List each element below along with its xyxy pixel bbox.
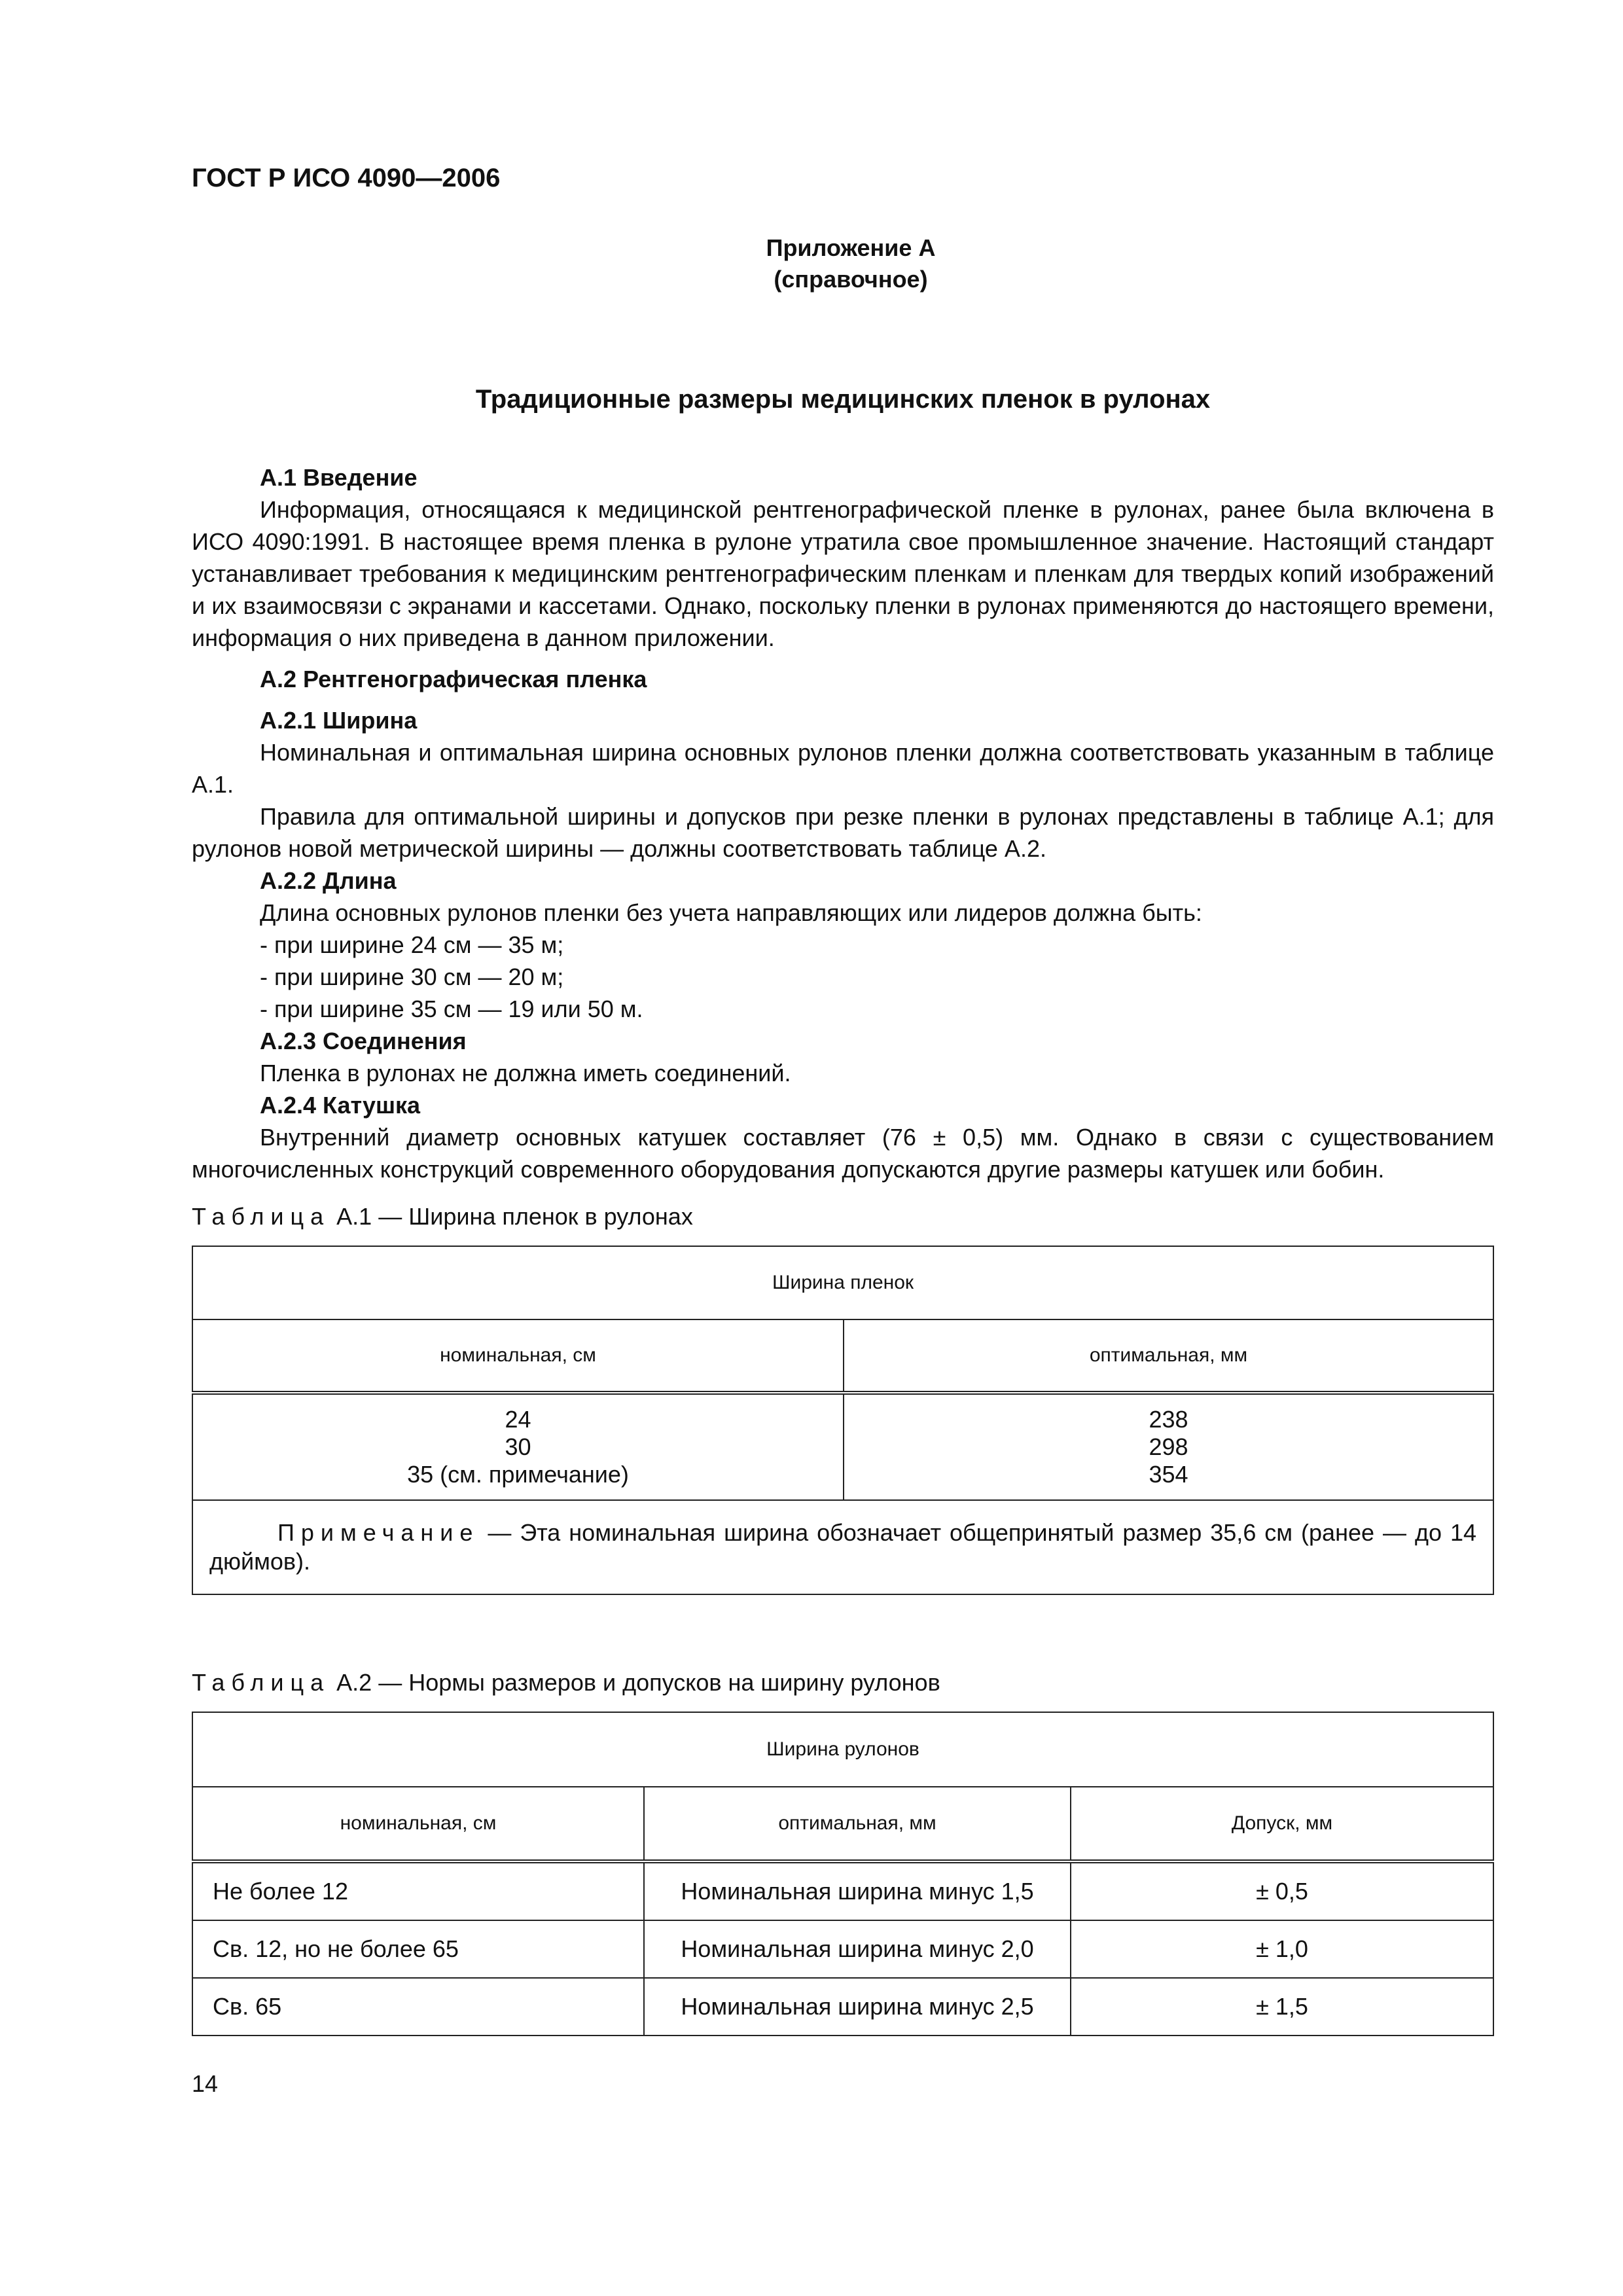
table2-cell-tolerance: ± 1,5	[1071, 1978, 1493, 2036]
document-id: ГОСТ Р ИСО 4090—2006	[192, 164, 501, 192]
table2	[192, 1712, 1494, 2036]
table1-nominal-value: 30	[505, 1433, 531, 1460]
table2-cell-optimal: Номинальная ширина минус 1,5	[644, 1861, 1071, 1920]
section-a21-text-2: Правила для оптимальной ширины и допусков при резке пленки в рулонах представлены в таблице А.1; для рулонов новой метрической ширины — должны соответствовать таблице А.2.	[192, 803, 1494, 862]
section-a22-text: Длина основных рулонов пленки без учета направляющих или лидеров должна быть:	[260, 899, 1202, 926]
list-item: - при ширине 35 см — 19 или 50 м.	[260, 996, 643, 1022]
section-a1-text: Информация, относящаяся к медицинской рентгенографической пленке в рулонах, ранее была включена в ИСО 4090:1991. В настоящее время пленка в рулоне утратила свое промышленное значение. Настоящий стандарт устанавливает требования к медицинским рентгенографическим пленкам и пленкам для твердых копий изображений и их взаимосвязи с экранами и кассетами. Однако, поскольку пленки в рулонах применяются до настоящего времени, информация о них приведена в данном приложении.	[192, 496, 1494, 651]
annex-title: Приложение А	[766, 234, 936, 261]
table-row	[192, 1920, 1493, 1978]
table2-cell-nominal: Св. 12, но не более 65	[192, 1920, 644, 1978]
table1-note	[192, 1500, 1493, 1594]
page-title: Традиционные размеры медицинских пленок в рулонах	[475, 385, 1211, 414]
table2-caption-prefix: Таблица	[192, 1669, 330, 1696]
table1-header: Ширина пленок	[192, 1246, 1493, 1319]
annex-heading	[746, 232, 955, 295]
table1-note-text: — Эта номинальная ширина обозначает общепринятый размер 35,6 см (ранее — до 14 дюймов).	[209, 1519, 1476, 1575]
table1-caption-text: А.1 — Ширина пленок в рулонах	[336, 1203, 693, 1230]
table-row	[192, 1978, 1493, 2036]
table1-nominal-value: 35 (см. примечание)	[407, 1461, 629, 1488]
table2-header: Ширина рулонов	[192, 1712, 1493, 1787]
table1-note-label: Примечание	[277, 1519, 480, 1546]
table2-col-tolerance: Допуск, мм	[1071, 1787, 1493, 1861]
table1	[192, 1246, 1494, 1595]
section-a22-heading: А.2.2 Длина	[260, 867, 397, 894]
table2-caption	[192, 1669, 940, 1696]
table2-col-optimal: оптимальная, мм	[644, 1787, 1071, 1861]
table1-col-optimal: оптимальная, мм	[844, 1319, 1493, 1393]
section-a21-text-1: Номинальная и оптимальная ширина основных рулонов пленки должна соответствовать указанным в таблице А.1.	[192, 739, 1494, 798]
document-body	[192, 461, 1494, 1185]
section-a23-text: Пленка в рулонах не должна иметь соединений.	[260, 1060, 791, 1086]
table2-cell-optimal: Номинальная ширина минус 2,5	[644, 1978, 1071, 2036]
list-item: - при ширине 24 см — 35 м;	[260, 931, 564, 958]
table2-cell-optimal: Номинальная ширина минус 2,0	[644, 1920, 1071, 1978]
table1-nominal-cell	[192, 1393, 844, 1500]
table1-optimal-value: 298	[1149, 1433, 1188, 1460]
table1-optimal-value: 354	[1149, 1461, 1188, 1488]
section-a1-heading: А.1 Введение	[260, 464, 418, 491]
table1-optimal-value: 238	[1149, 1406, 1188, 1433]
section-a24-text: Внутренний диаметр основных катушек составляет (76 ± 0,5) мм. Однако в связи с существованием многочисленных конструкций современного оборудования допускаются другие размеры катушек или бобин.	[192, 1124, 1494, 1183]
table2-caption-text: А.2 — Нормы размеров и допусков на ширину рулонов	[336, 1669, 940, 1696]
table1-nominal-value: 24	[505, 1406, 531, 1433]
table2-cell-tolerance: ± 1,0	[1071, 1920, 1493, 1978]
table-row	[192, 1861, 1493, 1920]
table1-col-nominal: номинальная, см	[192, 1319, 844, 1393]
section-a23-heading: А.2.3 Соединения	[260, 1028, 467, 1054]
table1-caption-prefix: Таблица	[192, 1203, 330, 1230]
list-item: - при ширине 30 см — 20 м;	[260, 963, 564, 990]
table2-cell-tolerance: ± 0,5	[1071, 1861, 1493, 1920]
page-number: 14	[192, 2070, 219, 2097]
table2-cell-nominal: Не более 12	[192, 1861, 644, 1920]
section-a21-heading: А.2.1 Ширина	[260, 707, 418, 734]
table1-note-text-wrapper	[209, 1518, 1476, 1576]
table1-caption	[192, 1203, 693, 1230]
section-a2-heading: А.2 Рентгенографическая пленка	[260, 666, 647, 692]
table2-col-nominal: номинальная, см	[192, 1787, 644, 1861]
section-a24-heading: А.2.4 Катушка	[260, 1092, 421, 1119]
annex-type: (справочное)	[774, 266, 928, 293]
table1-optimal-cell	[844, 1393, 1493, 1500]
table2-cell-nominal: Св. 65	[192, 1978, 644, 2036]
